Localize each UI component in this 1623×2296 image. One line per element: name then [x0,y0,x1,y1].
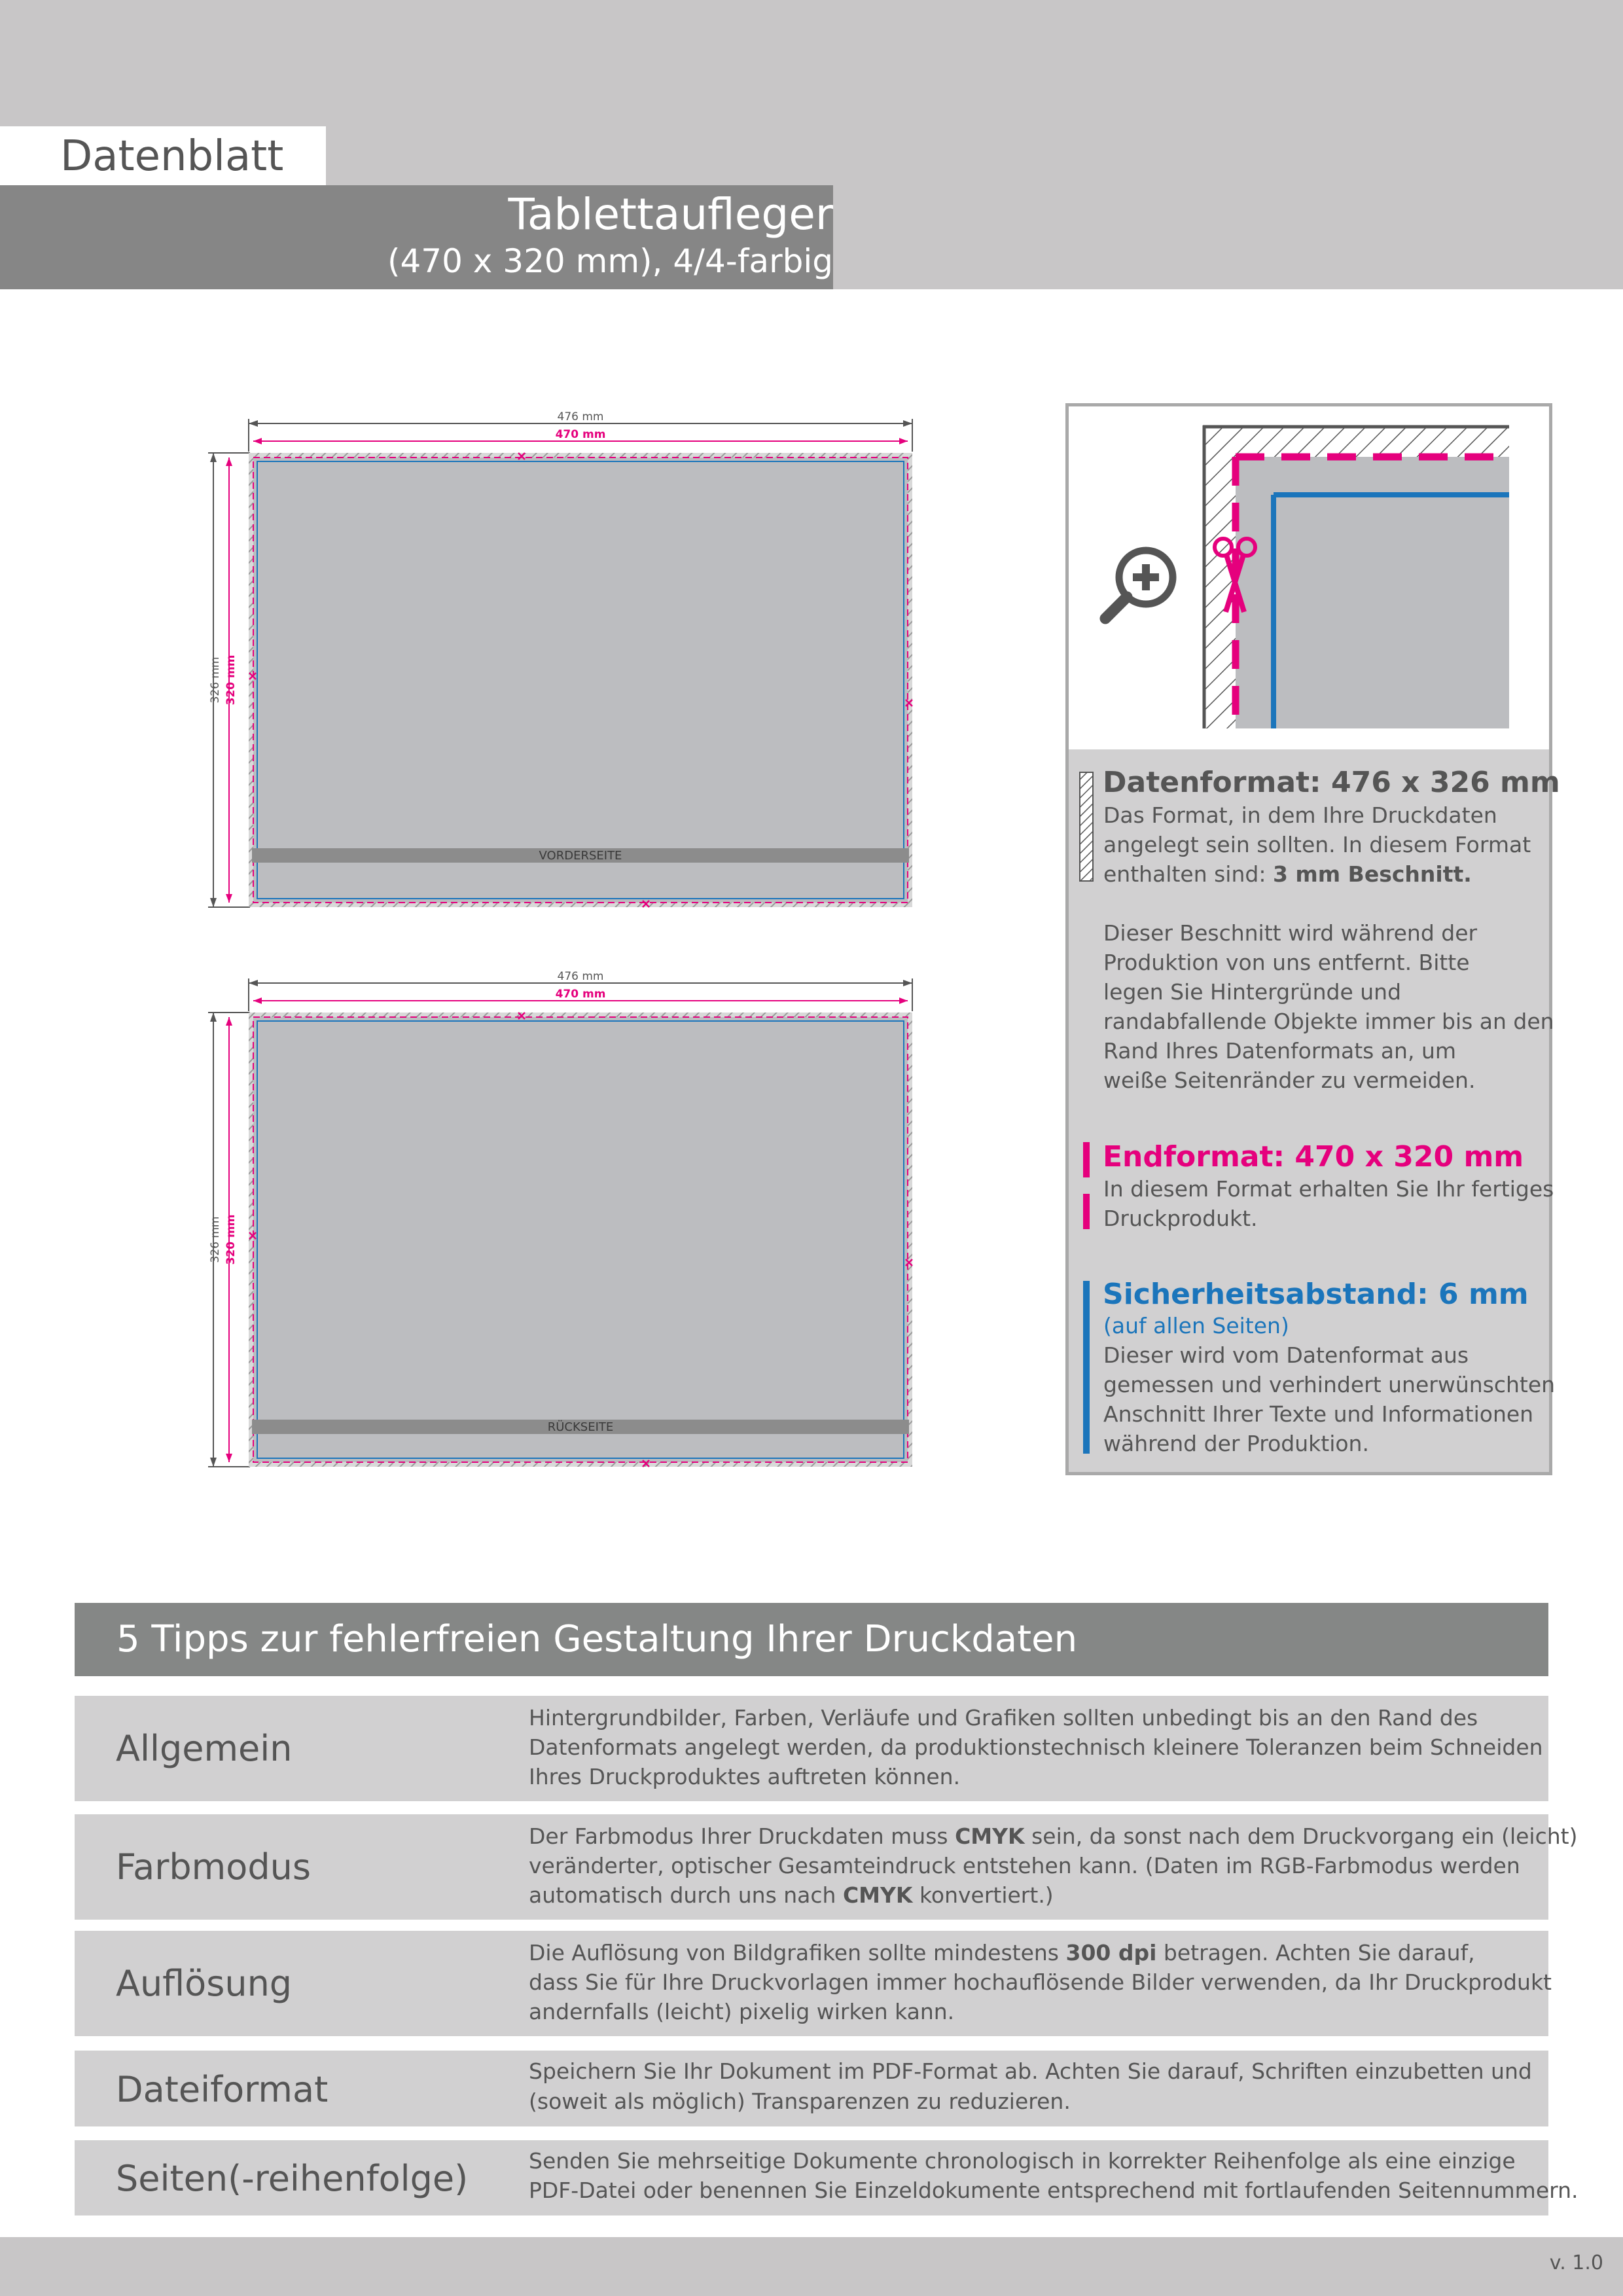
tips-title: 5 Tipps zur fehlerfreien Gestaltung Ihrer Druckdaten [116,1618,1078,1660]
footer-band [0,2237,1623,2296]
front-format-diagram [196,399,929,916]
back-format-diagram [196,959,929,1476]
datenformat-paragraph-4: randabfallende Objekte immer bis an den [1103,1009,1554,1034]
diagram-caption: RÜCKSEITE [547,1420,614,1434]
endformat-marker-top [1083,1142,1090,1177]
datenformat-title: Datenformat: 476 x 326 mm [1103,766,1560,799]
datenformat-paragraph-3: legen Sie Hintergründe und [1103,979,1402,1005]
inner-width-label: 470 mm [555,428,606,441]
magnifier-plus-icon [1105,550,1173,619]
safety-line-1: Dieser wird vom Datenformat aus [1103,1342,1469,1368]
tip-text-farbmodus-3: automatisch durch uns nach CMYK konvertiert.) [529,1882,1054,1908]
datenformat-paragraph-5: Rand Ihres Datenformats an, um [1103,1038,1457,1064]
safety-line-2: gemessen und verhindert unerwünschten [1103,1372,1556,1397]
endformat-line-1: In diesem Format erhalten Sie Ihr fertiges [1103,1176,1554,1202]
outer-width-label: 476 mm [557,410,604,423]
datenformat-line-1: Das Format, in dem Ihre Druckdaten [1103,802,1497,828]
datenblatt-label: Datenblatt [60,132,284,181]
inner-height-label: 320 mm [224,655,238,706]
tip-text-allgemein-3: Ihres Druckproduktes auftreten können. [529,1764,961,1789]
endformat-title: Endformat: 470 x 320 mm [1103,1140,1524,1174]
safety-line-4: während der Produktion. [1103,1431,1369,1456]
outer-width-label: 476 mm [557,970,604,983]
safety-title: Sicherheitsabstand: 6 mm [1103,1278,1529,1311]
tip-text-seitenreihenfolge-2: PDF-Datei oder benennen Sie Einzeldokumente entsprechend mit fortlaufenden Seitennummern. [529,2178,1578,2203]
trim-area-detail [1236,457,1509,728]
tip-text-allgemein-2: Datenformats angelegt werden, da produktionstechnisch kleinere Toleranzen beim Schneiden [529,1734,1543,1760]
tip-text-aufloesung-3: andernfalls (leicht) pixelig wirken kann. [529,1999,955,2024]
datenformat-paragraph-6: weiße Seitenränder zu vermeiden. [1103,1067,1476,1093]
endformat-marker-bottom [1083,1194,1090,1229]
endformat-line-2: Druckprodukt. [1103,1206,1258,1231]
tip-label-farbmodus: Farbmodus [116,1846,311,1888]
outer-height-label: 326 mm [209,656,222,704]
tip-label-dateiformat: Dateiformat [116,2069,329,2110]
inner-width-label: 470 mm [555,988,606,1001]
safety-marker [1083,1281,1090,1454]
tip-text-farbmodus-2: veränderter, optischer Gesamteindruck entstehen kann. (Daten im RGB-Farbmodus werden [529,1853,1520,1878]
bleed-highlight: 3 mm Beschnitt. [1272,861,1472,887]
tip-text-aufloesung-1: Die Auflösung von Bildgrafiken sollte mindestens 300 dpi betragen. Achten Sie darauf, [529,1940,1475,1965]
datenformat-line-2: angelegt sein sollten. In diesem Format [1103,832,1531,857]
safety-subtitle: (auf allen Seiten) [1103,1313,1289,1338]
page-title: Tablettaufleger [508,189,833,240]
version-label: v. 1.0 [1549,2251,1603,2274]
diagram-caption: VORDERSEITE [539,849,622,863]
datenformat-paragraph-2: Produktion von uns entfernt. Bitte [1103,950,1470,975]
trim-area [253,1017,908,1462]
tip-label-aufloesung: Auflösung [116,1963,293,2004]
tip-text-dateiformat-1: Speichern Sie Ihr Dokument im PDF-Format ab. Achten Sie darauf, Schriften einzubetten und [529,2058,1532,2084]
page-subtitle: (470 x 320 mm), 4/4-farbig [387,242,833,280]
datenformat-paragraph-1: Dieser Beschnitt wird während der [1103,920,1478,946]
tip-label-allgemein: Allgemein [116,1728,293,1769]
safety-line-3: Anschnitt Ihrer Texte und Informationen [1103,1401,1534,1427]
datenformat-marker [1079,771,1096,882]
tip-text-aufloesung-2: dass Sie für Ihre Druckvorlagen immer hochauflösende Bilder verwenden, da Ihr Druckprodukt [529,1969,1552,1995]
tip-text-seitenreihenfolge-1: Senden Sie mehrseitige Dokumente chronologisch in korrekter Reihenfolge als eine einzige [529,2148,1516,2174]
datenformat-line-3: enthalten sind: 3 mm Beschnitt. [1103,861,1472,887]
outer-height-label: 326 mm [209,1216,222,1263]
corner-detail-svg [1069,406,1549,749]
tip-label-seitenreihenfolge: Seiten(-reihenfolge) [116,2158,469,2199]
tip-text-allgemein-1: Hintergrundbilder, Farben, Verläufe und Grafiken sollten unbedingt bis an den Rand des [529,1705,1478,1731]
inner-height-label: 320 mm [224,1214,238,1265]
tip-text-farbmodus-1: Der Farbmodus Ihrer Druckdaten muss CMYK sein, da sonst nach dem Druckvorgang ein (leicht) [529,1823,1578,1849]
trim-area [253,457,908,903]
tip-text-dateiformat-2: (soweit als möglich) Transparenzen zu reduzieren. [529,2089,1071,2114]
